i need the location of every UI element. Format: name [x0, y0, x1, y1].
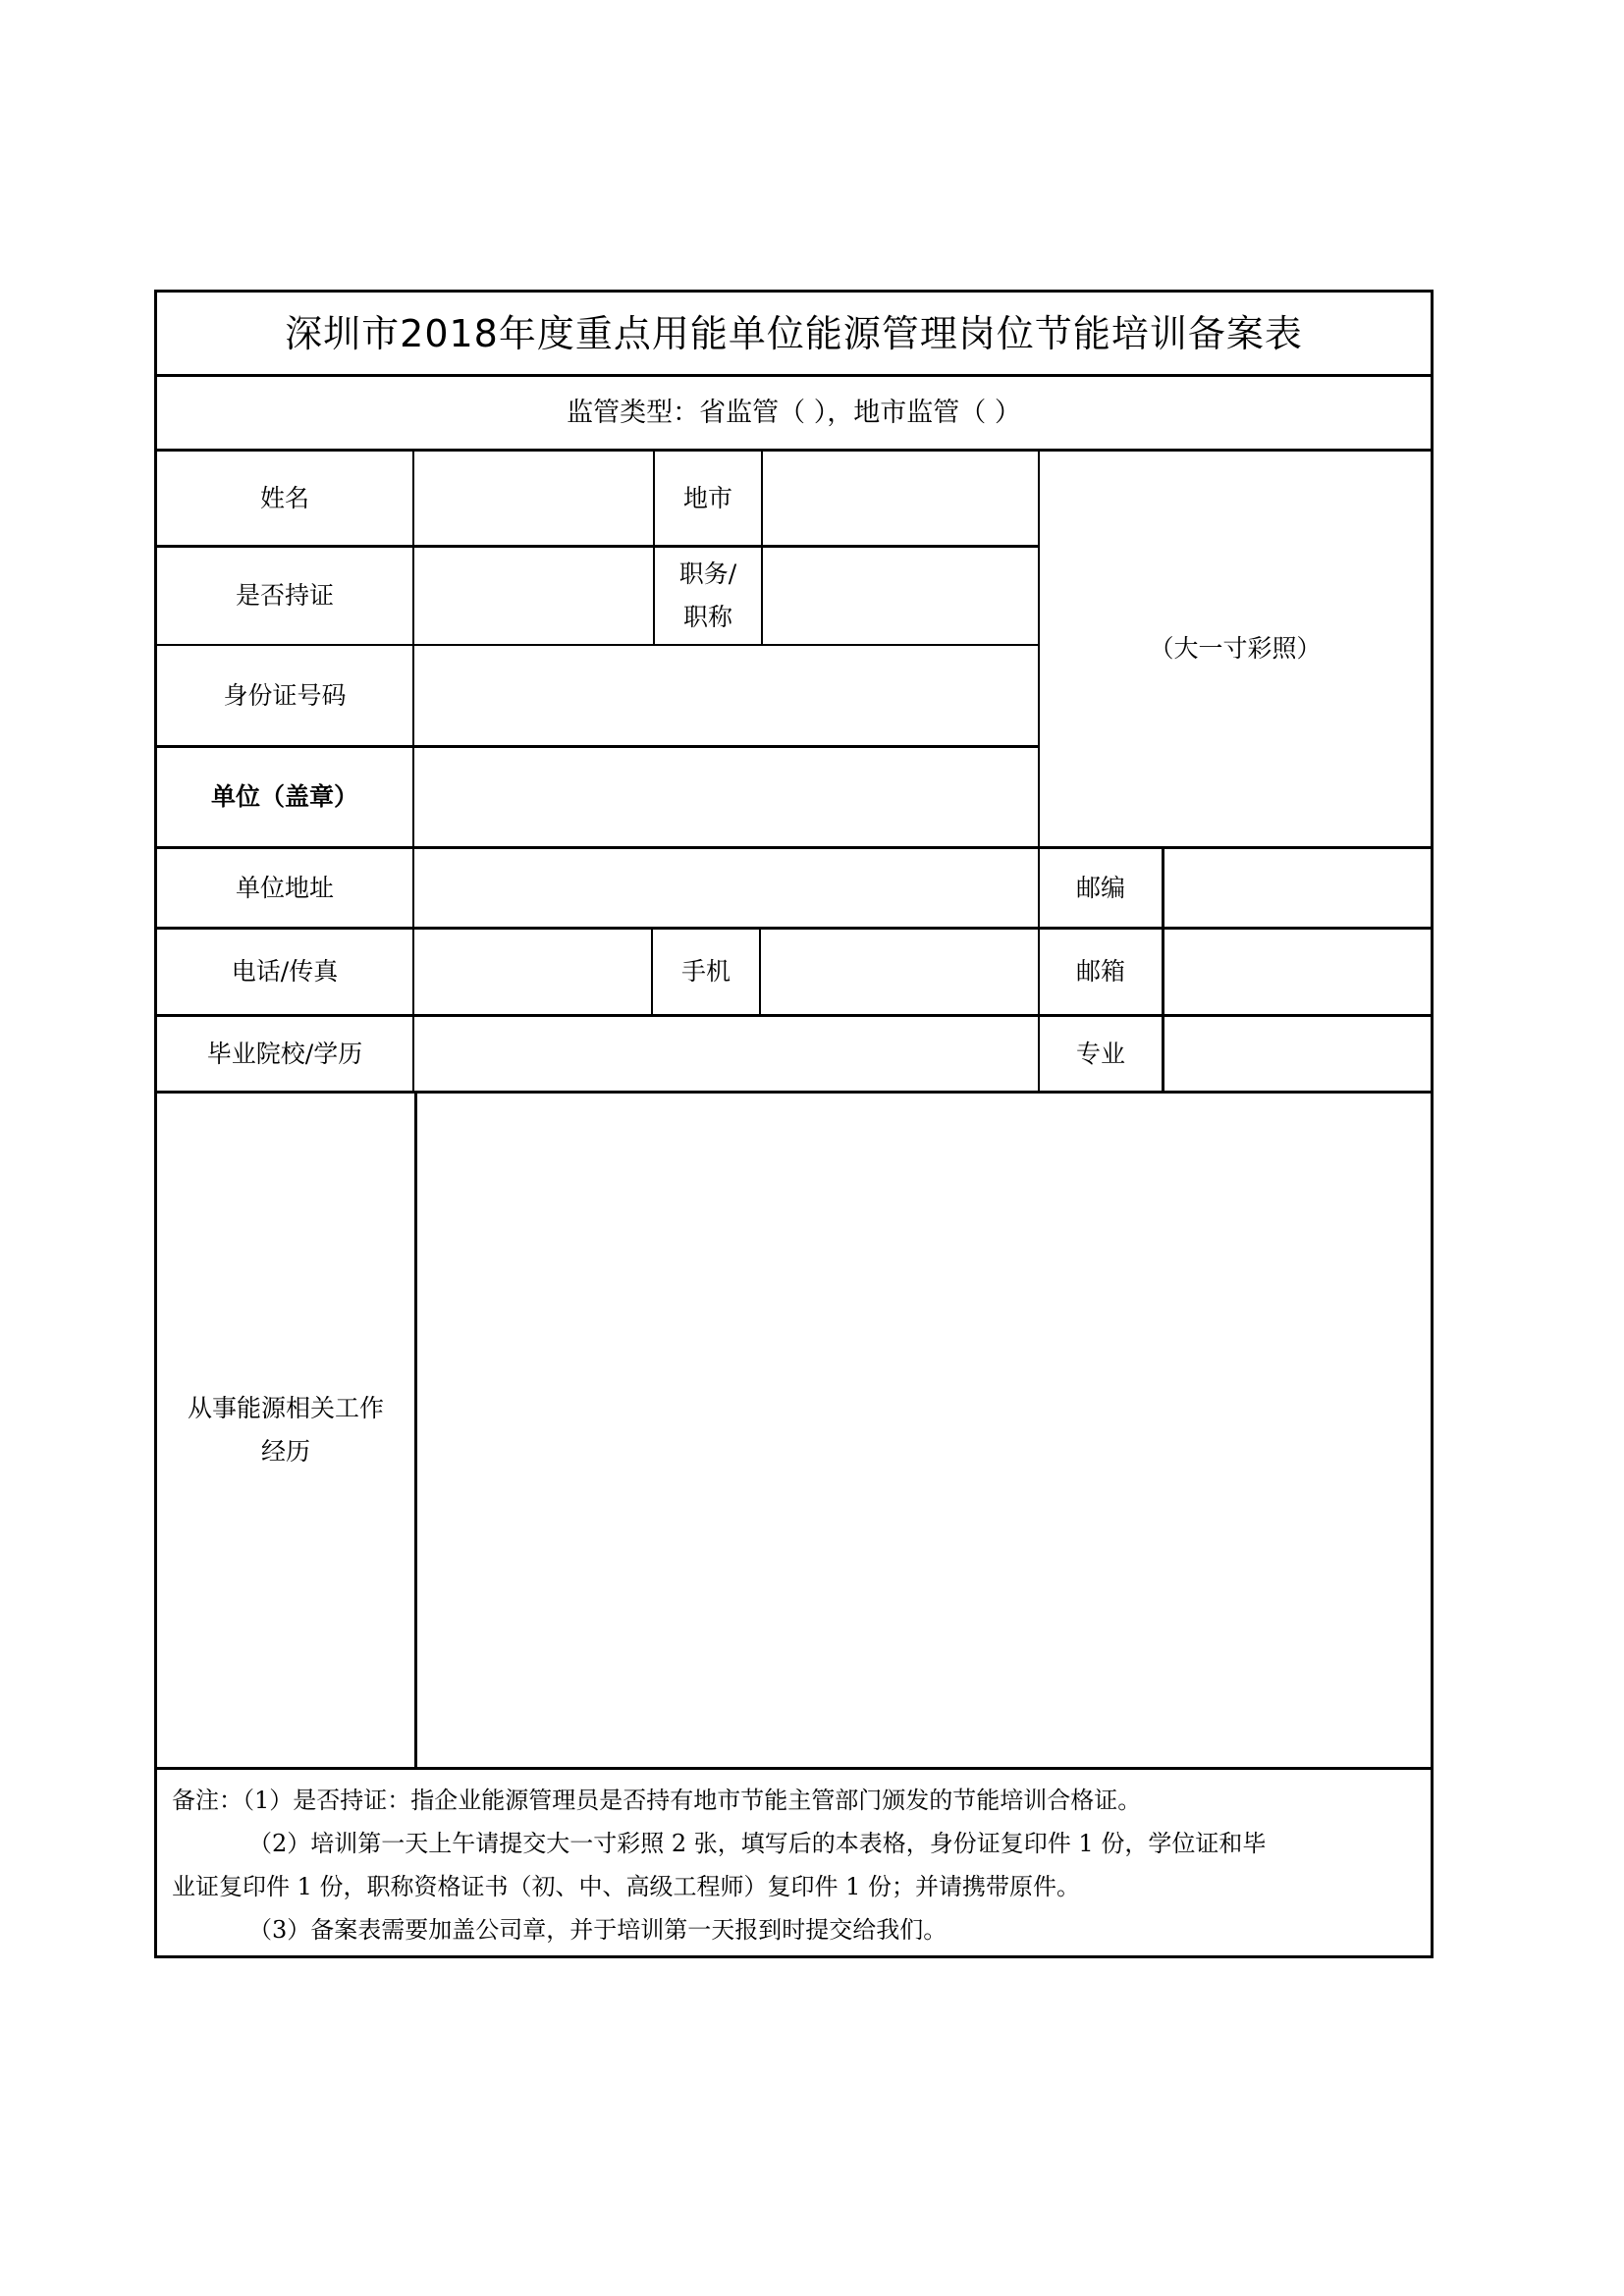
note-2: （2）培训第一天上午请提交大一寸彩照 2 张，填写后的本表格，身份证复印件 1 份，学位证和毕	[248, 1830, 1267, 1857]
postcode-label: 邮编	[1075, 873, 1125, 902]
city-input[interactable]	[763, 452, 1038, 545]
position-label-line2: 职称	[682, 603, 732, 631]
work-experience-label	[157, 1094, 414, 1767]
email-label: 邮箱	[1075, 957, 1125, 986]
city-label: 地市	[682, 483, 732, 512]
work-experience-input[interactable]	[417, 1094, 1431, 1767]
unit-address-label: 单位地址	[235, 873, 334, 902]
work-experience-label-line1: 从事能源相关工作	[187, 1394, 384, 1422]
postcode-input[interactable]	[1164, 849, 1431, 927]
name-input[interactable]	[414, 452, 653, 545]
note-1: 备注：（1）是否持证：指企业能源管理员是否持有地市节能主管部门颁发的节能培训合格证。	[172, 1787, 1142, 1814]
position-label-line1: 职务/	[678, 560, 737, 588]
email-input[interactable]	[1164, 930, 1431, 1014]
photo-placeholder[interactable]: （大一寸彩照）	[1149, 634, 1322, 663]
form-title: 深圳市2018年度重点用能单位能源管理岗位节能培训备案表	[285, 311, 1303, 355]
certified-label: 是否持证	[235, 581, 334, 610]
id-number-input[interactable]	[414, 646, 1038, 745]
mobile-label: 手机	[680, 957, 731, 986]
school-degree-input[interactable]	[414, 1017, 1038, 1091]
name-label: 姓名	[259, 483, 309, 512]
divider	[154, 1767, 1434, 1770]
note-2-continued: 业证复印件 1 份，职称资格证书（初、中、高级工程师）复印件 1 份；并请携带原件。	[172, 1873, 1081, 1900]
major-input[interactable]	[1164, 1017, 1431, 1091]
note-3: （3）备案表需要加盖公司章，并于培训第一天报到时提交给我们。	[248, 1916, 947, 1944]
position-label	[655, 548, 761, 644]
unit-stamp-label: 单位（盖章）	[210, 782, 358, 811]
id-number-label: 身份证号码	[223, 680, 347, 710]
certified-input[interactable]	[414, 548, 653, 644]
position-input[interactable]	[763, 548, 1038, 644]
major-label: 专业	[1075, 1039, 1125, 1068]
phone-fax-input[interactable]	[414, 930, 651, 1014]
phone-fax-label: 电话/传真	[231, 957, 339, 986]
unit-address-input[interactable]	[414, 849, 1038, 927]
supervision-type: 监管类型：省监管（ ），地市监管（ ）	[567, 397, 1021, 428]
notes	[172, 1779, 1419, 1951]
work-experience-label-line2: 经历	[260, 1437, 310, 1466]
mobile-input[interactable]	[761, 930, 1038, 1014]
unit-stamp-input[interactable]	[414, 748, 1038, 846]
school-degree-label: 毕业院校/学历	[206, 1039, 363, 1068]
